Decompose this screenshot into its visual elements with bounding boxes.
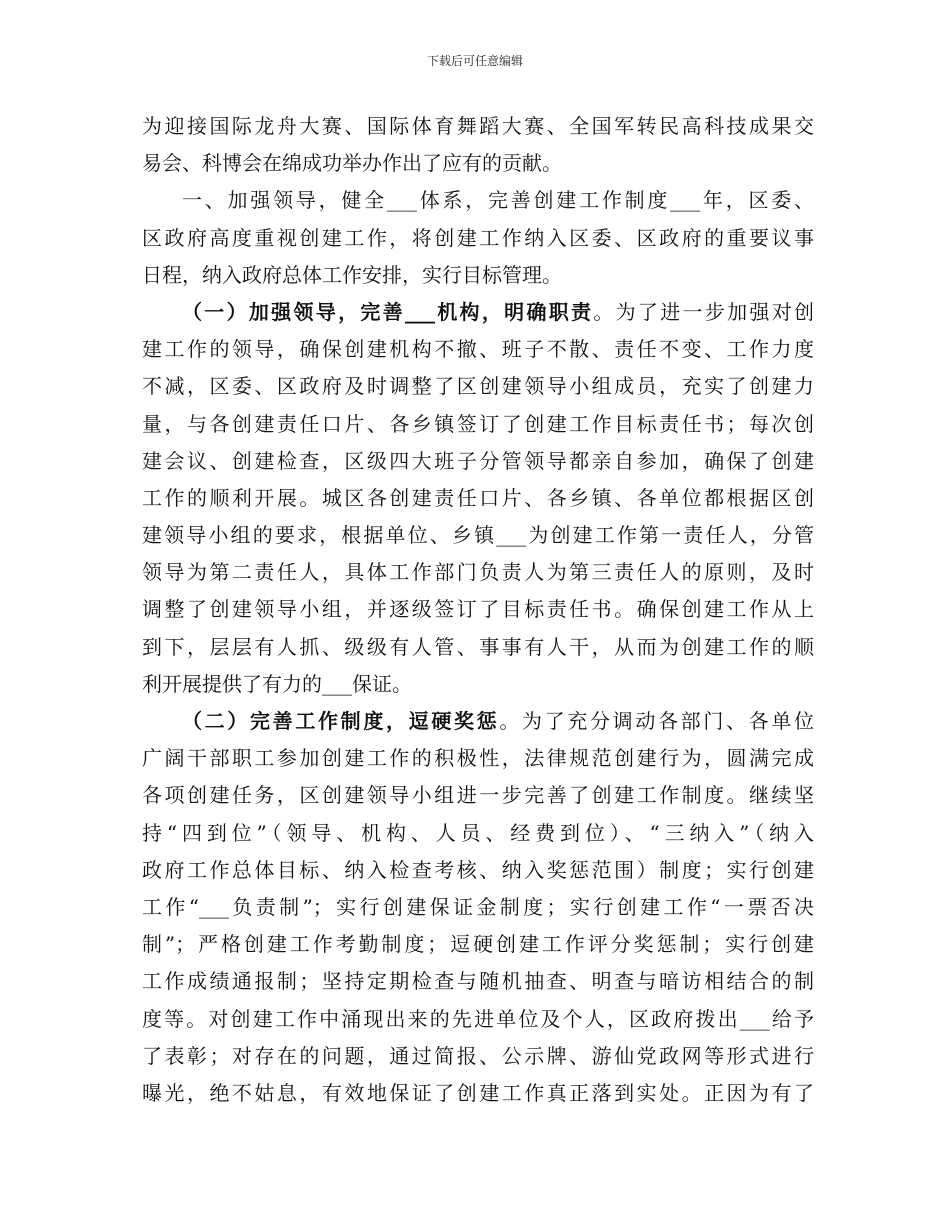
text-line <box>142 182 814 219</box>
text-line <box>142 1075 814 1112</box>
line-text: 。为了充分调动各部门、各单位 <box>499 709 815 733</box>
line-text: 制”；严格创建工作考勤制度；逗硬创建工作评分奖惩制；实行创建 <box>142 932 814 957</box>
text-line <box>142 257 814 294</box>
text-line <box>142 629 814 666</box>
line-text: 广阔干部职工参加创建工作的积极性，法律规范创建行为，圆满完成 <box>142 746 814 771</box>
line-text: 区政府高度重视创建工作，将创建工作纳入区委、区政府的重要议事 <box>142 225 814 250</box>
text-line <box>142 703 814 740</box>
section-heading: （一）加强领导，完善___机构，明确职责 <box>182 299 594 324</box>
text-line <box>142 815 814 852</box>
line-text: 度等。对创建工作中涌现出来的先进单位及个人，区政府拨出___给予 <box>142 1006 814 1031</box>
text-line <box>142 1038 814 1075</box>
line-text: 易会、科博会在绵成功举办作出了应有的贡献。 <box>142 151 562 176</box>
text-line <box>142 777 814 814</box>
text-line <box>142 591 814 628</box>
line-text: 政府工作总体目标、纳入检查考核、纳入奖惩范围）制度；实行创建 <box>142 857 814 882</box>
line-text: 了表彰；对存在的问题，通过简报、公示牌、游仙党政网等形式进行 <box>142 1043 814 1068</box>
text-line <box>142 852 814 889</box>
line-text: 建会议、创建检查，区级四大班子分管领导都亲自参加，确保了创建 <box>142 448 814 473</box>
text-line <box>142 889 814 926</box>
text-line <box>142 443 814 480</box>
text-line <box>142 554 814 591</box>
line-text: 建领导小组的要求，根据单位、乡镇___为创建工作第一责任人，分管 <box>142 523 814 548</box>
line-text: 利开展提供了有力的___保证。 <box>142 671 412 696</box>
line-text: 日程，纳入政府总体工作安排，实行目标管理。 <box>142 262 562 287</box>
line-text: 各项创建任务，区创建领导小组进一步完善了创建工作制度。继续坚 <box>142 783 814 808</box>
text-line <box>142 294 814 331</box>
page-header: 下载后可任意编辑 <box>426 54 523 68</box>
text-line <box>142 926 814 963</box>
line-text: 到下，层层有人抓、级级有人管、事事有人干，从而为创建工作的顺 <box>142 634 814 659</box>
line-text: 持“四到位”（领导、机构、人员、经费到位）、“三纳入”（纳入 <box>142 820 814 845</box>
line-text: 工作的顺利开展。城区各创建责任口片、各乡镇、各单位都根据区创 <box>142 485 814 510</box>
line-text: 工作“___负责制”；实行创建保证金制度；实行创建工作“一票否决 <box>142 894 814 919</box>
text-line <box>142 740 814 777</box>
text-line <box>142 220 814 257</box>
line-text: 一、加强领导，健全___体系，完善创建工作制度___年，区委、 <box>182 188 814 213</box>
line-text: 量，与各创建责任口片、各乡镇签订了创建工作目标责任书；每次创 <box>142 411 814 436</box>
text-line <box>142 406 814 443</box>
line-text: 调整了创建领导小组，并逐级签订了目标责任书。确保创建工作从上 <box>142 597 814 622</box>
text-line <box>142 666 814 703</box>
text-line <box>142 1001 814 1038</box>
line-text: 。为了进一步加强对创 <box>593 299 815 324</box>
text-line <box>142 368 814 405</box>
text-line <box>142 331 814 368</box>
text-line <box>142 145 814 182</box>
section-heading: （二）完善工作制度，逗硬奖惩 <box>182 709 500 733</box>
text-line <box>142 963 814 1000</box>
line-text: 建工作的领导，确保创建机构不撤、班子不散、责任不变、工作力度 <box>142 337 814 362</box>
document-body <box>142 108 814 1112</box>
line-text: 领导为第二责任人，具体工作部门负责人为第三责任人的原则，及时 <box>142 560 814 585</box>
line-text: 工作成绩通报制；坚持定期检查与随机抽查、明查与暗访相结合的制 <box>142 969 814 994</box>
line-text: 为迎接国际龙舟大赛、国际体育舞蹈大赛、全国军转民高科技成果交 <box>142 114 814 138</box>
text-line <box>142 480 814 517</box>
line-text: 曝光，绝不姑息，有效地保证了创建工作真正落到实处。正因为有了 <box>142 1080 814 1105</box>
text-line <box>142 517 814 554</box>
text-line <box>142 108 814 145</box>
line-text: 不减，区委、区政府及时调整了区创建领导小组成员，充实了创建力 <box>142 374 814 399</box>
